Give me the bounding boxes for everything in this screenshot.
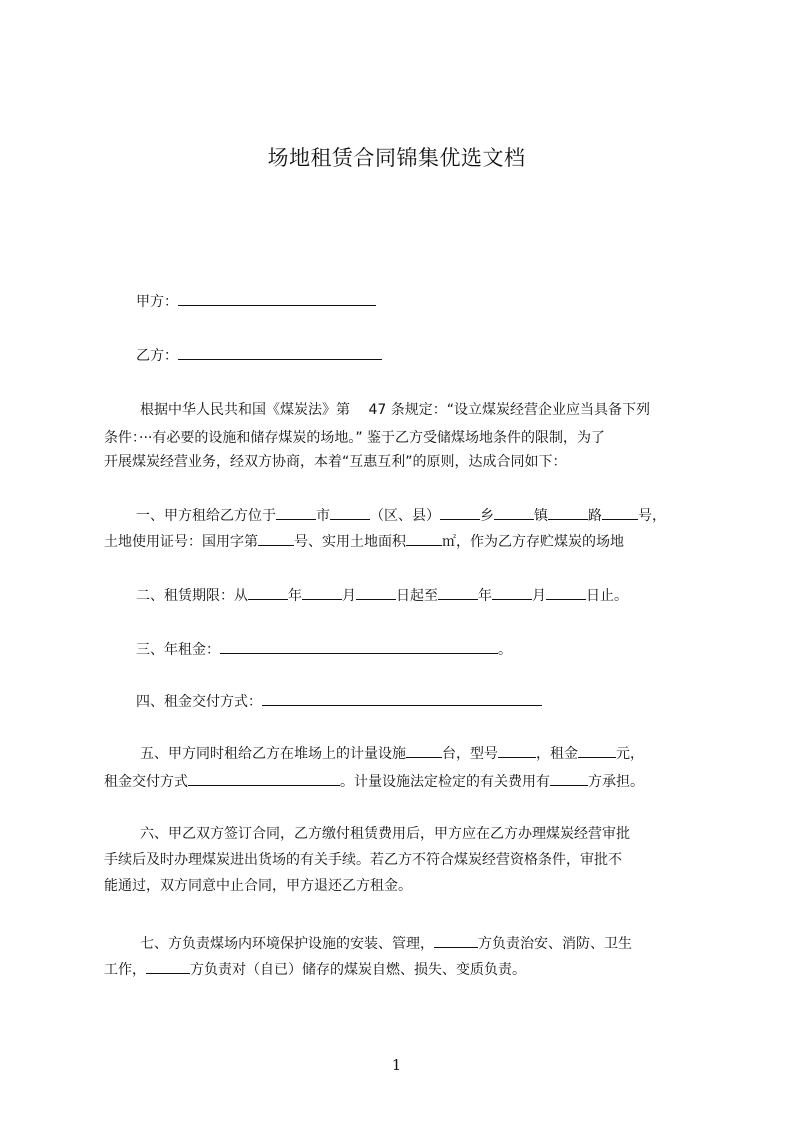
model-blank[interactable] [498, 742, 536, 758]
clause-5-text: 元， [616, 746, 644, 762]
intro-line-3: 开展煤炭经营业务，经双方协商，本着“互惠互利”的原则，达成合同如下： [104, 454, 567, 470]
clause-4-label: 四、租金交付方式： [136, 694, 262, 710]
party-b-label: 乙方： [136, 348, 178, 364]
clause-1-text: 一、甲方租给乙方位于 [136, 508, 276, 524]
device-count-blank[interactable] [406, 742, 442, 758]
clause-6-line-1: 六、甲乙双方签订合同，乙方缴付租赁费用后，甲方应在乙方办理煤炭经营审批 [140, 826, 630, 842]
end-year-blank[interactable] [438, 584, 478, 600]
clause-1-text: 市 [316, 508, 330, 524]
clause-7-line-1 [140, 932, 632, 954]
clause-5-text: 五、甲方同时租给乙方在堆场上的计量设施 [140, 746, 406, 762]
district-blank[interactable] [330, 504, 370, 520]
clause-5-text: ，租金 [536, 746, 578, 762]
clause-1-text: 路 [588, 508, 602, 524]
payment-method-blank[interactable] [262, 690, 542, 706]
clause-1-text: ㎡，作为乙方存贮煤炭的场地 [442, 534, 624, 550]
clause-7-text: 方负责治安、消防、卫生 [478, 936, 632, 952]
clause-2-text: 月 [532, 588, 546, 604]
clause-2-text: 年 [288, 588, 302, 604]
clause-3-label: 三、年租金： [136, 642, 220, 658]
intro-line-1: 根据中华人民共和国《煤炭法》第 47 条规定：“设立煤炭经营企业应当具备下列 [140, 402, 650, 418]
party-a-line [136, 290, 376, 312]
intro-line-2: 条件：···有必要的设施和储存煤炭的场地。” 鉴于乙方受储煤场地条件的限制，为了 [104, 430, 606, 446]
land-cert-blank[interactable] [258, 530, 294, 546]
clause-3-line [136, 638, 512, 660]
clause-2-line [136, 584, 628, 606]
clause-1-text: 乡 [480, 508, 494, 524]
device-payment-blank[interactable] [188, 770, 340, 786]
party-a-blank[interactable] [178, 290, 376, 306]
clause-6-line-2: 手续后及时办理煤炭进出货场的有关手续。若乙方不符合煤炭经营资格条件，审批不 [104, 852, 622, 868]
city-blank[interactable] [276, 504, 316, 520]
land-area-blank[interactable] [406, 530, 442, 546]
clause-5-text: 。计量设施法定检定的有关费用有 [340, 774, 550, 790]
start-day-blank[interactable] [356, 584, 396, 600]
clause-1-text: 号、实用土地面积 [294, 534, 406, 550]
document-title: 场地租赁合同锦集优选文档 [267, 146, 526, 170]
clause-7-line-2 [104, 958, 526, 980]
clause-1-text: 镇 [534, 508, 548, 524]
clause-1-line-2 [104, 530, 624, 552]
party-b-blank[interactable] [178, 344, 382, 360]
town-blank[interactable] [494, 504, 534, 520]
clause-5-text: 方承担。 [588, 774, 644, 790]
clause-2-text: 年 [478, 588, 492, 604]
start-year-blank[interactable] [248, 584, 288, 600]
fee-party-blank[interactable] [550, 770, 588, 786]
clause-2-text: 日止。 [586, 588, 628, 604]
clause-1-text: 号， [638, 508, 666, 524]
clause-5-line-2 [104, 770, 644, 792]
clause-2-text: 月 [342, 588, 356, 604]
clause-1-line-1 [136, 504, 666, 526]
clause-2-text: 日起至 [396, 588, 438, 604]
party-b-line [136, 344, 382, 366]
clause-3-end: 。 [498, 642, 512, 658]
clause-7-text: 七、方负责煤场内环境保护设施的安装、管理， [140, 936, 434, 952]
security-party-blank[interactable] [434, 932, 478, 948]
clause-1-text: （区、县） [370, 508, 440, 524]
road-blank[interactable] [548, 504, 588, 520]
clause-7-text: 方负责对（自已）储存的煤炭自燃、损失、变质负责。 [190, 962, 526, 978]
device-rent-blank[interactable] [578, 742, 616, 758]
number-blank[interactable] [602, 504, 638, 520]
clause-7-text: 工作， [104, 962, 146, 978]
township-blank[interactable] [440, 504, 480, 520]
end-day-blank[interactable] [546, 584, 586, 600]
clause-6-line-3: 能通过，双方同意中止合同，甲方退还乙方租金。 [104, 878, 412, 894]
end-month-blank[interactable] [492, 584, 532, 600]
annual-rent-blank[interactable] [220, 638, 498, 654]
storage-party-blank[interactable] [146, 958, 190, 974]
page-number: 1 [391, 1056, 402, 1074]
clause-2-text: 二、租赁期限：从 [136, 588, 248, 604]
clause-4-line [136, 690, 542, 712]
clause-5-text: 台，型号 [442, 746, 498, 762]
clause-1-text: 土地使用证号：国用字第 [104, 534, 258, 550]
start-month-blank[interactable] [302, 584, 342, 600]
party-a-label: 甲方： [136, 294, 178, 310]
clause-5-text: 租金交付方式 [104, 774, 188, 790]
clause-5-line-1 [140, 742, 644, 764]
